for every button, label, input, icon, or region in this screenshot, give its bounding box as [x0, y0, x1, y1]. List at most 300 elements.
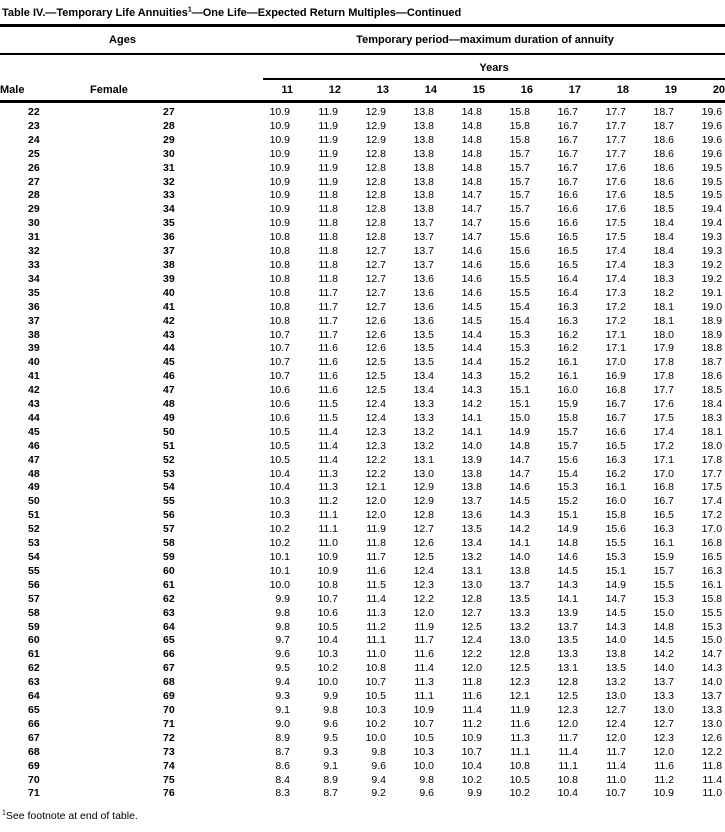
table-row [0, 189, 725, 203]
value-cell: 13.7 [413, 245, 434, 258]
value-cell: 13.8 [413, 175, 434, 188]
male-age-cell: 47 [28, 453, 40, 466]
male-age-cell: 65 [28, 703, 40, 716]
value-cell: 17.6 [605, 189, 626, 202]
value-cell: 15.8 [701, 592, 723, 605]
value-cell: 11.7 [366, 551, 386, 563]
value-cell: 11.9 [318, 106, 338, 118]
female-age-cell: 31 [163, 161, 175, 174]
value-cell: 11.7 [318, 286, 338, 299]
value-cell: 15.0 [653, 606, 674, 619]
value-cell: 13.5 [461, 523, 482, 536]
value-cell: 8.3 [275, 787, 290, 800]
table-row [0, 454, 725, 468]
value-cell: 12.5 [365, 384, 386, 397]
value-cell: 11.1 [414, 690, 434, 703]
value-cell: 10.9 [653, 787, 674, 800]
value-cell: 10.8 [269, 286, 290, 299]
female-age-cell: 53 [163, 467, 175, 480]
value-cell: 10.5 [317, 620, 338, 633]
value-cell: 11.2 [366, 620, 386, 633]
value-cell: 12.2 [365, 467, 386, 480]
value-cell: 12.2 [413, 592, 434, 605]
value-cell: 18.3 [653, 258, 674, 271]
value-cell: 11.9 [318, 119, 338, 132]
value-cell: 10.2 [269, 537, 290, 550]
female-age-cell: 62 [163, 592, 175, 605]
value-cell: 17.8 [701, 453, 723, 466]
female-age-cell: 69 [163, 690, 175, 703]
value-cell: 11.7 [558, 731, 578, 744]
value-cell: 15.1 [509, 384, 530, 397]
value-cell: 16.6 [557, 217, 578, 230]
value-cell: 12.9 [365, 133, 386, 146]
value-cell: 15.5 [509, 272, 530, 285]
value-cell: 9.3 [323, 745, 338, 758]
value-cell: 13.5 [413, 328, 434, 341]
value-cell: 17.0 [701, 523, 723, 536]
value-cell: 13.7 [413, 217, 434, 230]
table-row [0, 102, 725, 120]
value-cell: 13.1 [557, 662, 578, 675]
value-cell: 19.6 [701, 133, 723, 146]
female-age-cell: 32 [163, 175, 175, 188]
group-header-row [0, 26, 725, 55]
value-cell: 12.4 [461, 634, 482, 647]
value-cell: 12.8 [365, 161, 386, 174]
value-cell: 9.8 [323, 703, 338, 716]
value-cell: 10.9 [269, 161, 290, 174]
value-cell: 19.4 [701, 203, 723, 216]
value-cell: 10.8 [269, 314, 290, 327]
value-cell: 16.7 [557, 133, 578, 146]
table-body [0, 102, 725, 802]
male-age-cell: 70 [28, 773, 40, 786]
value-cell: 16.1 [557, 356, 578, 369]
value-cell: 15.7 [653, 564, 674, 577]
table-row [0, 398, 725, 412]
value-cell: 14.6 [509, 481, 530, 494]
table-row [0, 217, 725, 231]
value-cell: 11.0 [606, 773, 626, 786]
table-row [0, 301, 725, 315]
value-cell: 10.4 [269, 481, 290, 494]
value-cell: 12.5 [365, 356, 386, 369]
value-cell: 15.2 [509, 370, 530, 383]
value-cell: 11.2 [318, 495, 338, 508]
value-cell: 17.7 [605, 133, 626, 146]
value-cell: 10.3 [269, 495, 290, 508]
male-age-cell: 69 [28, 759, 40, 772]
value-cell: 9.4 [275, 676, 290, 689]
value-cell: 10.8 [269, 231, 290, 244]
value-cell: 11.4 [366, 592, 386, 605]
value-cell: 11.5 [366, 578, 386, 591]
female-age-cell: 66 [163, 648, 175, 661]
value-cell: 10.3 [269, 509, 290, 522]
value-cell: 14.1 [557, 592, 578, 605]
male-age-cell: 30 [28, 217, 40, 230]
value-cell: 14.3 [557, 578, 578, 591]
value-cell: 11.9 [318, 133, 338, 146]
male-column-header: Male [0, 80, 90, 102]
title-text-post: —One Life—Expected Return Multiples—Continued [191, 7, 462, 19]
value-cell: 18.0 [653, 328, 674, 341]
female-age-cell: 27 [163, 106, 175, 118]
value-cell: 11.7 [318, 300, 338, 313]
value-cell: 16.5 [653, 509, 674, 522]
table-row [0, 356, 725, 370]
years-spacer [0, 54, 245, 80]
value-cell: 16.7 [653, 495, 674, 508]
value-cell: 11.4 [318, 453, 338, 466]
value-cell: 16.4 [557, 286, 578, 299]
value-cell: 15.3 [653, 592, 674, 605]
table-row [0, 662, 725, 676]
male-age-cell: 61 [28, 648, 40, 661]
value-cell: 14.0 [605, 634, 626, 647]
value-cell: 9.8 [275, 606, 290, 619]
value-cell: 13.5 [413, 342, 434, 355]
value-cell: 13.0 [461, 578, 482, 591]
value-cell: 16.8 [605, 384, 626, 397]
value-cell: 14.8 [461, 119, 482, 132]
value-cell: 14.0 [461, 439, 482, 452]
value-cell: 14.9 [557, 523, 578, 536]
value-cell: 12.8 [509, 648, 530, 661]
value-cell: 13.5 [605, 662, 626, 675]
value-cell: 10.8 [317, 578, 338, 591]
value-cell: 10.2 [269, 523, 290, 536]
value-cell: 13.8 [413, 119, 434, 132]
value-cell: 9.9 [323, 690, 338, 703]
value-cell: 11.8 [366, 537, 386, 550]
value-cell: 18.9 [701, 328, 723, 341]
value-cell: 15.3 [509, 342, 530, 355]
male-age-cell: 38 [28, 328, 40, 341]
value-cell: 11.4 [606, 759, 626, 772]
value-cell: 11.8 [318, 272, 338, 285]
male-age-cell: 28 [28, 189, 40, 202]
value-cell: 16.8 [701, 537, 723, 550]
value-cell: 11.8 [318, 245, 338, 258]
value-cell: 15.1 [509, 398, 530, 411]
value-cell: 9.3 [275, 690, 290, 703]
value-cell: 15.9 [557, 398, 578, 411]
year-column-header: 13 [341, 80, 389, 102]
value-cell: 12.8 [461, 592, 482, 605]
value-cell: 11.4 [318, 439, 338, 452]
value-cell: 11.4 [702, 773, 723, 786]
year-column-header: 12 [293, 80, 341, 102]
male-age-cell: 66 [28, 717, 40, 730]
value-cell: 14.7 [509, 467, 530, 480]
value-cell: 10.5 [269, 439, 290, 452]
value-cell: 15.9 [653, 551, 674, 563]
table-row [0, 342, 725, 356]
value-cell: 12.4 [413, 564, 434, 577]
value-cell: 12.8 [557, 676, 578, 689]
year-column-header: 19 [629, 80, 677, 102]
male-age-cell: 60 [28, 634, 40, 647]
value-cell: 18.9 [701, 314, 723, 327]
table-row [0, 468, 725, 482]
value-cell: 13.4 [413, 370, 434, 383]
table-row [0, 134, 725, 148]
value-cell: 13.1 [413, 453, 434, 466]
value-cell: 14.8 [557, 537, 578, 550]
value-cell: 19.1 [701, 286, 723, 299]
value-cell: 14.7 [701, 648, 723, 661]
value-cell: 16.1 [605, 481, 626, 494]
value-cell: 19.6 [701, 119, 723, 132]
female-age-cell: 73 [163, 745, 175, 758]
female-age-cell: 64 [163, 620, 175, 633]
value-cell: 12.3 [653, 731, 674, 744]
value-cell: 10.7 [269, 328, 290, 341]
value-cell: 19.5 [701, 161, 723, 174]
years-header-row [0, 54, 725, 80]
table-row [0, 551, 725, 565]
table-row [0, 440, 725, 454]
value-cell: 17.4 [701, 495, 723, 508]
value-cell: 11.7 [414, 634, 434, 647]
value-cell: 14.1 [509, 537, 530, 550]
value-cell: 10.9 [317, 551, 338, 563]
female-age-cell: 30 [163, 147, 175, 160]
value-cell: 11.1 [366, 634, 386, 647]
table-row [0, 523, 725, 537]
value-cell: 14.4 [461, 328, 482, 341]
value-cell: 12.8 [365, 231, 386, 244]
value-cell: 15.7 [509, 147, 530, 160]
value-cell: 13.8 [413, 147, 434, 160]
value-cell: 17.1 [605, 328, 626, 341]
value-cell: 13.6 [413, 300, 434, 313]
value-cell: 18.0 [701, 439, 723, 452]
value-cell: 13.7 [461, 495, 482, 508]
male-age-cell: 62 [28, 662, 40, 675]
value-cell: 16.6 [557, 189, 578, 202]
table-row [0, 704, 725, 718]
value-cell: 12.8 [365, 217, 386, 230]
value-cell: 16.3 [653, 523, 674, 536]
value-cell: 15.8 [509, 106, 530, 118]
value-cell: 15.3 [557, 481, 578, 494]
value-cell: 13.4 [413, 384, 434, 397]
value-cell: 11.1 [558, 759, 578, 772]
table-row [0, 718, 725, 732]
value-cell: 11.3 [510, 731, 530, 744]
table-row [0, 412, 725, 426]
value-cell: 8.4 [275, 773, 290, 786]
column-header-row [0, 80, 725, 102]
value-cell: 10.7 [605, 787, 626, 800]
value-cell: 15.0 [701, 634, 723, 647]
value-cell: 18.2 [653, 286, 674, 299]
value-cell: 16.3 [557, 314, 578, 327]
value-cell: 11.7 [318, 314, 338, 327]
table-row [0, 565, 725, 579]
value-cell: 11.8 [702, 759, 723, 772]
year-column-header: 18 [581, 80, 629, 102]
value-cell: 19.2 [701, 272, 723, 285]
year-column-header: 11 [245, 80, 293, 102]
value-cell: 10.8 [269, 272, 290, 285]
value-cell: 12.7 [365, 272, 386, 285]
female-age-cell: 65 [163, 634, 175, 647]
value-cell: 14.6 [461, 272, 482, 285]
value-cell: 11.8 [318, 217, 338, 230]
female-age-cell: 70 [163, 703, 175, 716]
value-cell: 14.2 [509, 523, 530, 536]
value-cell: 12.0 [653, 745, 674, 758]
value-cell: 10.4 [461, 759, 482, 772]
value-cell: 12.2 [461, 648, 482, 661]
value-cell: 9.1 [323, 759, 338, 772]
value-cell: 12.0 [557, 717, 578, 730]
value-cell: 18.1 [701, 425, 723, 438]
male-age-cell: 56 [28, 578, 40, 591]
value-cell: 18.6 [653, 133, 674, 146]
value-cell: 16.2 [557, 342, 578, 355]
value-cell: 10.5 [509, 773, 530, 786]
value-cell: 10.8 [269, 258, 290, 271]
table-row [0, 634, 725, 648]
value-cell: 12.7 [605, 703, 626, 716]
value-cell: 10.8 [269, 300, 290, 313]
value-cell: 14.8 [461, 175, 482, 188]
value-cell: 16.3 [605, 453, 626, 466]
value-cell: 16.7 [557, 147, 578, 160]
value-cell: 19.4 [701, 217, 723, 230]
value-cell: 12.0 [365, 509, 386, 522]
value-cell: 10.2 [509, 787, 530, 800]
value-cell: 15.7 [509, 175, 530, 188]
value-cell: 14.7 [605, 592, 626, 605]
value-cell: 11.3 [318, 467, 338, 480]
value-cell: 18.4 [701, 398, 723, 411]
value-cell: 16.0 [557, 384, 578, 397]
value-cell: 14.3 [461, 384, 482, 397]
value-cell: 10.2 [317, 662, 338, 675]
value-cell: 15.4 [509, 314, 530, 327]
value-cell: 15.8 [509, 133, 530, 146]
value-cell: 18.7 [701, 356, 723, 369]
value-cell: 15.7 [557, 439, 578, 452]
table-row [0, 537, 725, 551]
value-cell: 14.3 [605, 620, 626, 633]
female-age-cell: 39 [163, 272, 175, 285]
female-age-cell: 54 [163, 481, 175, 494]
female-age-cell: 67 [163, 662, 175, 675]
table-row [0, 676, 725, 690]
value-cell: 15.3 [701, 620, 723, 633]
value-cell: 16.8 [653, 481, 674, 494]
value-cell: 14.5 [509, 495, 530, 508]
female-age-cell: 35 [163, 217, 175, 230]
value-cell: 16.1 [653, 537, 674, 550]
value-cell: 15.6 [605, 523, 626, 536]
value-cell: 16.5 [557, 231, 578, 244]
value-cell: 13.5 [413, 356, 434, 369]
value-cell: 16.1 [557, 370, 578, 383]
value-cell: 9.5 [323, 731, 338, 744]
value-cell: 12.9 [413, 495, 434, 508]
table-row [0, 760, 725, 774]
value-cell: 10.8 [365, 662, 386, 675]
male-age-cell: 43 [28, 398, 40, 411]
value-cell: 18.5 [653, 189, 674, 202]
table-row [0, 426, 725, 440]
value-cell: 8.9 [275, 731, 290, 744]
value-cell: 17.9 [653, 342, 674, 355]
value-cell: 11.0 [318, 537, 338, 550]
value-cell: 9.2 [371, 787, 386, 800]
female-age-cell: 41 [163, 300, 175, 313]
value-cell: 11.7 [318, 328, 338, 341]
value-cell: 14.8 [653, 620, 674, 633]
years-header-cell [245, 54, 725, 80]
value-cell: 10.4 [557, 787, 578, 800]
male-age-cell: 58 [28, 606, 40, 619]
value-cell: 15.2 [557, 495, 578, 508]
male-age-cell: 32 [28, 245, 40, 258]
value-cell: 13.8 [413, 161, 434, 174]
male-age-cell: 34 [28, 272, 40, 285]
value-cell: 11.6 [366, 564, 386, 577]
value-cell: 11.9 [318, 147, 338, 160]
value-cell: 17.4 [605, 245, 626, 258]
female-age-cell: 38 [163, 258, 175, 271]
value-cell: 17.8 [653, 356, 674, 369]
value-cell: 14.6 [461, 258, 482, 271]
female-age-cell: 72 [163, 731, 175, 744]
value-cell: 11.8 [462, 676, 482, 689]
value-cell: 15.6 [509, 217, 530, 230]
male-age-cell: 45 [28, 425, 40, 438]
value-cell: 13.7 [653, 676, 674, 689]
value-cell: 14.1 [461, 411, 482, 424]
table-row [0, 495, 725, 509]
value-cell: 10.7 [269, 342, 290, 355]
value-cell: 12.9 [413, 481, 434, 494]
male-age-cell: 40 [28, 356, 40, 369]
value-cell: 11.9 [318, 175, 338, 188]
female-age-cell: 61 [163, 578, 175, 591]
value-cell: 11.3 [366, 606, 386, 619]
value-cell: 16.3 [557, 300, 578, 313]
male-age-cell: 27 [28, 175, 40, 188]
value-cell: 14.5 [461, 300, 482, 313]
value-cell: 13.2 [413, 439, 434, 452]
male-age-cell: 59 [28, 620, 40, 633]
value-cell: 11.5 [318, 411, 338, 424]
value-cell: 11.5 [318, 398, 338, 411]
page-title [0, 0, 725, 24]
value-cell: 15.7 [509, 161, 530, 174]
value-cell: 14.9 [605, 578, 626, 591]
value-cell: 10.1 [269, 551, 290, 563]
value-cell: 16.5 [557, 245, 578, 258]
male-age-cell: 51 [28, 509, 40, 522]
value-cell: 13.3 [653, 690, 674, 703]
value-cell: 18.4 [653, 217, 674, 230]
value-cell: 16.2 [557, 328, 578, 341]
value-cell: 12.5 [461, 620, 482, 633]
female-age-cell: 71 [163, 717, 175, 730]
value-cell: 10.5 [365, 690, 386, 703]
